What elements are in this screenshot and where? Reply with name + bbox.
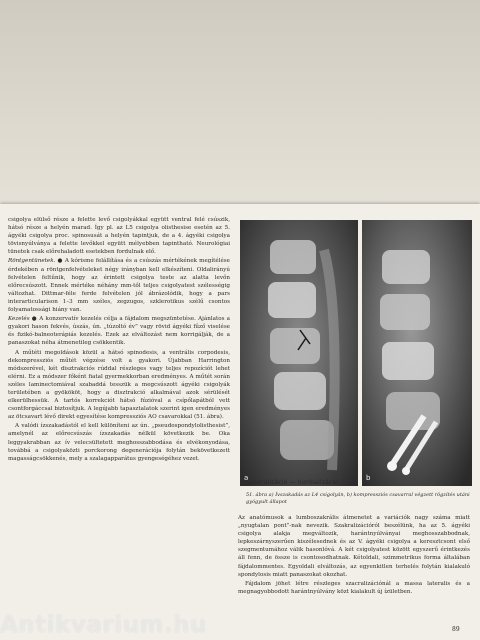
paragraph-4: A műtéti megoldások közül a hátsó spinodesis, a ventrális corpodesis, dekompressziós műtét végzése volt a gyakori. Újabban Harrington módszerével, két disztrakciós rúddal részleges vagy teljes repozíciót lehet elérni. Ez a módszer főként fiatal gyermekkorban eredményes. A műtét során széles laminectomiával szabaddá tesszük a megcsúszott ágyéki csigolyák területében a gyökököt, hogy a disztrakció alkalmával azok sérülését elkerülhessük. A tartós korrekciót hátsó fúzióval a csípőlapátból vett csontforgáccsal biztosítjuk. A legújabb tapasztalatok szerint igen eredményes az ötcsavart lévő direkt egyesítése kompressziós AO csavarokkal (51. ábra).: [8, 349, 230, 421]
paragraph-3-body: ● A konzervatív kezelés célja a fájdalom megszüntetése. Ajánlatos a gyakori hason fekvés, úszás, ún. „túzoltó év” vagy rövid ágyéki fűző viselése és fizikó-balneoterápiás kezelés. Ezek az elváltozást nem korrigálják, de a panaszokat néha átmenetileg csökkentik.: [8, 316, 230, 347]
right-paragraph-2: Fájdalom jöhet létre részleges szacralizációnál a massa lateralis és a megnagyobbodott harántnyúlvány közt kialakult új ízületben.: [238, 580, 470, 595]
page-number: 89: [452, 626, 460, 633]
panel-label-b: b: [366, 474, 371, 482]
heading-rontgentunetek: Röntgentünetek.: [8, 258, 56, 265]
section-title: Szakralizáció — lumbalizáció: [246, 478, 339, 486]
watermark: Antikvarium.hu: [0, 612, 207, 638]
figure-caption: 51. ábra a) Ívszakadás az L4 csigolyán, b) kompressziós csavarral végzett rögzítés utáni gyógyult állapot: [246, 492, 470, 505]
paragraph-2-body: ● A kórisme felállítása és a csúszás mértékének megítélése érdekében a röntgenfelvételeket négy irányban kell elkészíteni. Oldalirányú felvételen feltűnik, hogy az érintett csigolya teste az alatta levőn előrecsúszott. Ennek mértéke néhány mm-től teljes csigolyatest szélességig változhat. Dittmar-féle ferde felvételen jól ábrázolódik, hogy a pars interarticularison 1–3 mm széles, zegzugos, szklerotikus szélű csontos folyamatossági hiány van.: [8, 258, 230, 314]
xray-image-a: [240, 220, 358, 486]
left-column: [8, 216, 230, 464]
paragraph-1: csigolya elülső része a felette levő csigolyákkal együtt ventral felé csúszik, hátsó része a helyén marad. Így pl. az L5 csigolya olisthesise esetén az 5. ágyéki csigolya proc. spinosusát a helyén tapintjuk, de a 4. ágyéki csigolya tövisnyúlványa a felette levőkkel együtt mélyebben tapintható. Neurológiai tünetek csak előrehaladott esetekben fordulnak elő.: [8, 217, 230, 256]
right-column: [238, 514, 470, 597]
background-surface: [0, 0, 480, 204]
right-paragraph-1: Az anatómusok a lumboszakrális átmenetet a variációk nagy száma miatt „nyugtalan pont”-nak nevezik. Szakralizációról beszélünk, ha az 5. ágyéki csigolya alakja megváltozik, harántnyúlványai meghosszabbodnak, lepkeszárnyszerűen kiszélesednek és az V. ágyéki csigolya a keresztcsont első szegmentumához válik hasonlóvá. A két csigolyatest között egyszerű érintkezés áll fenn, de össze is csontosodhatnak. Kétoldali, szimmetrikus forma általában fájdalommentes. Egyoldali elváltozás, az egyenkitlen terhelés folytán kialakuló spondylosis miatt panaszokat okozhat.: [238, 515, 470, 578]
panel-label-a: a: [244, 474, 249, 482]
xray-image-b: [362, 220, 472, 486]
paragraph-5: A valódi ízszakadástól el kell különíteni az ún. „pseudospondylolisthesist”, amelynél az előrecsúszás ízszakadás nélkül következik be. Oka leggyakrabban az ív velecsültetett meghosszabbodása és elvékonyodása, továbbá a csigolyaközti porckorong degenerációja folytán bekövetkezett magasságcsökkenés, mely a szalagapparátus gyengeségéhez vezet.: [8, 423, 230, 462]
heading-kezeles: Kezelés: [8, 316, 30, 323]
